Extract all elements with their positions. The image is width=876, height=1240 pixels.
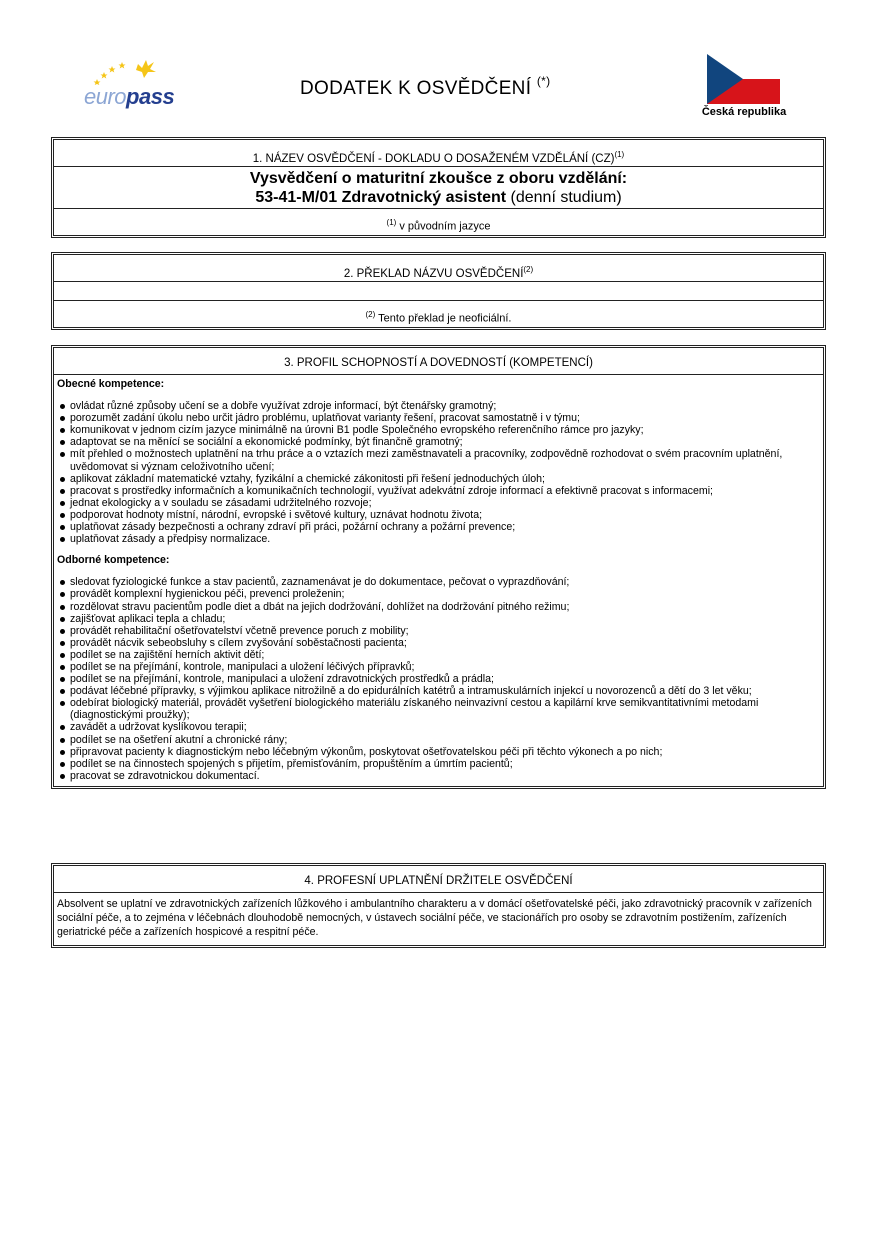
section-professional-use — [51, 863, 826, 948]
europass-wordmark-pass: pass — [126, 84, 175, 109]
section-certificate-name — [51, 137, 826, 238]
section1-footnote — [54, 209, 823, 235]
list-item: podílet se na činnostech spojených s přijetím, přemisťováním, propuštěním a úmrtím pacientů; — [57, 758, 820, 770]
list-item: pracovat se zdravotnickou dokumentací. — [57, 770, 820, 782]
list-item: připravovat pacienty k diagnostickým nebo léčebným výkonům, poskytovat ošetřovatelskou péči při těchto výkonech a po nich; — [57, 746, 820, 758]
translation-value — [54, 282, 823, 301]
section2-heading-text: 2. PŘEKLAD NÁZVU OSVĚDČENÍ — [343, 267, 524, 280]
czech-flag-icon — [707, 54, 780, 104]
certificate-name-line1: Vysvědčení o maturitní zkoušce z oboru vzdělání: — [249, 170, 628, 187]
section-competences — [51, 345, 826, 789]
list-item: podporovat hodnoty místní, národní, evropské i světové kultury, uznávat hodnotu života; — [57, 509, 820, 521]
certificate-study-form: (denní studium) — [506, 189, 622, 206]
list-item: porozumět zadání úkolu nebo určit jádro problému, uplatňovat varianty řešení, pracovat samostatně i v týmu; — [57, 412, 820, 424]
section2-heading — [54, 255, 823, 282]
section1-footnote-mark: (1) — [386, 218, 397, 227]
europass-wordmark-euro: euro — [84, 84, 127, 109]
list-item: zavádět a udržovat kyslíkovou terapii; — [57, 721, 820, 733]
list-item: komunikovat v jednom cizím jazyce minimálně na úrovni B1 podle Společného evropského referenčního rámce pro jazyky; — [57, 424, 820, 436]
country-name: Česká republika — [701, 106, 787, 118]
list-item: rozdělovat stravu pacientům podle diet a dbát na jejich dodržování, dohlížet na dodržování pitného režimu; — [57, 601, 820, 613]
section2-footnote — [54, 301, 823, 327]
list-item: uplatňovat zásady bezpečnosti a ochrany zdraví při práci, požární ochrany a požární prevence; — [57, 521, 820, 533]
professional-competences-list — [57, 576, 820, 782]
list-item: provádět nácvik sebeobsluhy s cílem zvyšování soběstačnosti pacienta; — [57, 637, 820, 649]
list-item: pracovat s prostředky informačních a komunikačních technologií, využívat adekvátní zdroje informací a efektivně pracovat s informacemi; — [57, 485, 820, 497]
section1-heading-note: (1) — [614, 150, 625, 159]
certificate-name-line2 — [54, 188, 823, 207]
list-item: zajišťovat aplikaci tepla a chladu; — [57, 613, 820, 625]
list-item: jednat ekologicky a v souladu se zásadami udržitelného rozvoje; — [57, 497, 820, 509]
section2-heading-note: (2) — [523, 265, 534, 274]
list-item: provádět komplexní hygienickou péči, prevenci proleženin; — [57, 588, 820, 600]
section2-footnote-text: Tento překlad je neoficiální. — [375, 312, 512, 325]
general-competences-list — [57, 400, 820, 545]
certificate-field-code: 53-41-M/01 Zdravotnický asistent — [255, 189, 507, 206]
europass-stars-icon — [84, 56, 196, 86]
section3-body — [54, 375, 823, 786]
list-item: ovládat různé způsoby učení se a dobře využívat zdroje informací, být čtenářsky gramotný; — [57, 400, 820, 412]
list-item: odebírat biologický materiál, provádět vyšetření biologického materiálu získaného neinvazivní cestou a kapilární krve semikvantitativními metodami (diagnostickými proužky); — [57, 697, 820, 721]
europass-wordmark — [84, 84, 174, 110]
section4-text: Absolvent se uplatní ve zdravotnických zařízeních lůžkového i ambulantního charakteru a v domácí ošetřovatelské péči, jako zdravotnický pracovník v zařízeních sociální péče, a to zejména v léčebnách dlouhodobě nemocných, v ústavech sociální péče, ve stacionářích pro osoby se zdravotním postižením, zařízeních geriatrické péče a zařízeních hospicové a respitní péče. — [57, 898, 812, 938]
list-item: uplatňovat zásady a předpisy normalizace. — [57, 533, 820, 545]
section-translation — [51, 252, 826, 330]
list-item: provádět rehabilitační ošetřovatelství včetně prevence poruch z mobility; — [57, 625, 820, 637]
section1-heading-text: 1. NÁZEV OSVĚDČENÍ - DOKLADU O DOSAŽENÉM VZDĚLÁNÍ (CZ) — [252, 152, 615, 165]
section1-footnote-text: v původním jazyce — [396, 220, 491, 233]
list-item: podílet se na zajištění herních aktivit dětí; — [57, 649, 820, 661]
list-item: podílet se na ošetření akutní a chronické rány; — [57, 734, 820, 746]
list-item: sledovat fyziologické funkce a stav pacientů, zaznamenávat je do dokumentace, pečovat o vyprazdňování; — [57, 576, 820, 588]
document-title-text: DODATEK K OSVĚDČENÍ — [300, 78, 532, 99]
section4-heading: 4. PROFESNÍ UPLATNĚNÍ DRŽITELE OSVĚDČENÍ — [54, 866, 823, 893]
document-title — [300, 74, 551, 100]
list-item: podávat léčebné přípravky, s výjimkou aplikace nitrožilně a do epidurálních katétrů a intramuskulárních injekcí u novorozenců a dětí do 3 let věku; — [57, 685, 820, 697]
section3-heading: 3. PROFIL SCHOPNOSTÍ A DOVEDNOSTÍ (KOMPETENCÍ) — [54, 348, 823, 375]
certificate-name — [54, 167, 823, 209]
document-title-note: (*) — [536, 74, 551, 88]
list-item: podílet se na přejímání, kontrole, manipulaci a uložení léčivých přípravků; — [57, 661, 820, 673]
list-item: adaptovat se na měnící se sociální a ekonomické podmínky, být finančně gramotný; — [57, 436, 820, 448]
professional-competences-title: Odborné kompetence: — [57, 554, 170, 567]
list-item: podílet se na přejímání, kontrole, manipulaci a uložení zdravotnických prostředků a prádla; — [57, 673, 820, 685]
list-item: mít přehled o možnostech uplatnění na trhu práce a o vztazích mezi zaměstnavateli a pracovníky, zodpovědně rozhodovat o svém pracovním uplatnění, uvědomovat si význam celoživotního učení; — [57, 448, 820, 472]
section1-heading — [54, 140, 823, 167]
list-item: aplikovat základní matematické vztahy, fyzikální a chemické zákonitosti při řešení jednoduchých úloh; — [57, 473, 820, 485]
general-competences-title: Obecné kompetence: — [57, 378, 165, 390]
section2-footnote-mark: (2) — [365, 310, 376, 319]
